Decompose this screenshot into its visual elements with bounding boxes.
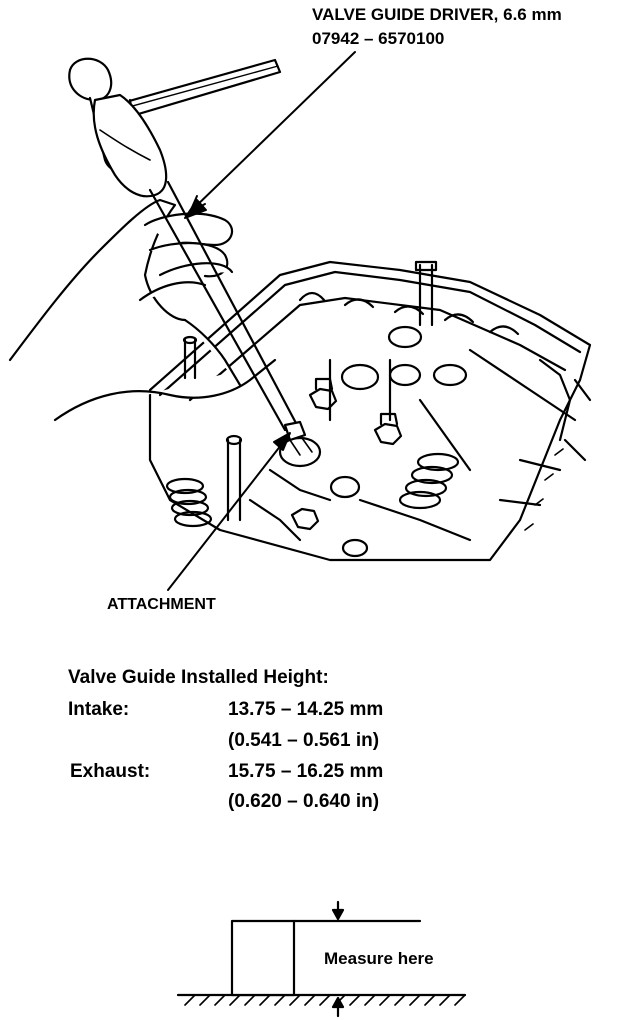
measure-label: Measure here <box>324 949 434 968</box>
valve-spring <box>400 454 458 508</box>
exhaust-mm-value: 15.75 – 16.25 mm <box>228 761 384 782</box>
stud <box>227 436 241 520</box>
tool-leader-arrow <box>185 52 355 218</box>
tool-label <box>312 6 562 54</box>
stud <box>184 337 196 378</box>
exhaust-label: Exhaust: <box>70 761 151 782</box>
attachment-label: ATTACHMENT <box>107 596 216 613</box>
intake-mm-value: 13.75 – 14.25 mm <box>228 699 384 720</box>
spec-title: Valve Guide Installed Height: <box>68 667 329 688</box>
valve-guide-block <box>232 921 294 995</box>
intake-inch-value: (0.541 – 0.561 in) <box>228 730 380 751</box>
hex-bolt <box>292 509 318 529</box>
intake-label: Intake: <box>68 699 130 720</box>
tool-part-number: 07942 – 6570100 <box>312 29 445 48</box>
exhaust-inch-value: (0.620 – 0.640 in) <box>228 791 380 812</box>
hex-bolt <box>375 414 401 444</box>
stud <box>416 262 436 325</box>
hex-bolt <box>310 379 336 409</box>
tool-name: VALVE GUIDE DRIVER, 6.6 mm <box>312 5 562 24</box>
